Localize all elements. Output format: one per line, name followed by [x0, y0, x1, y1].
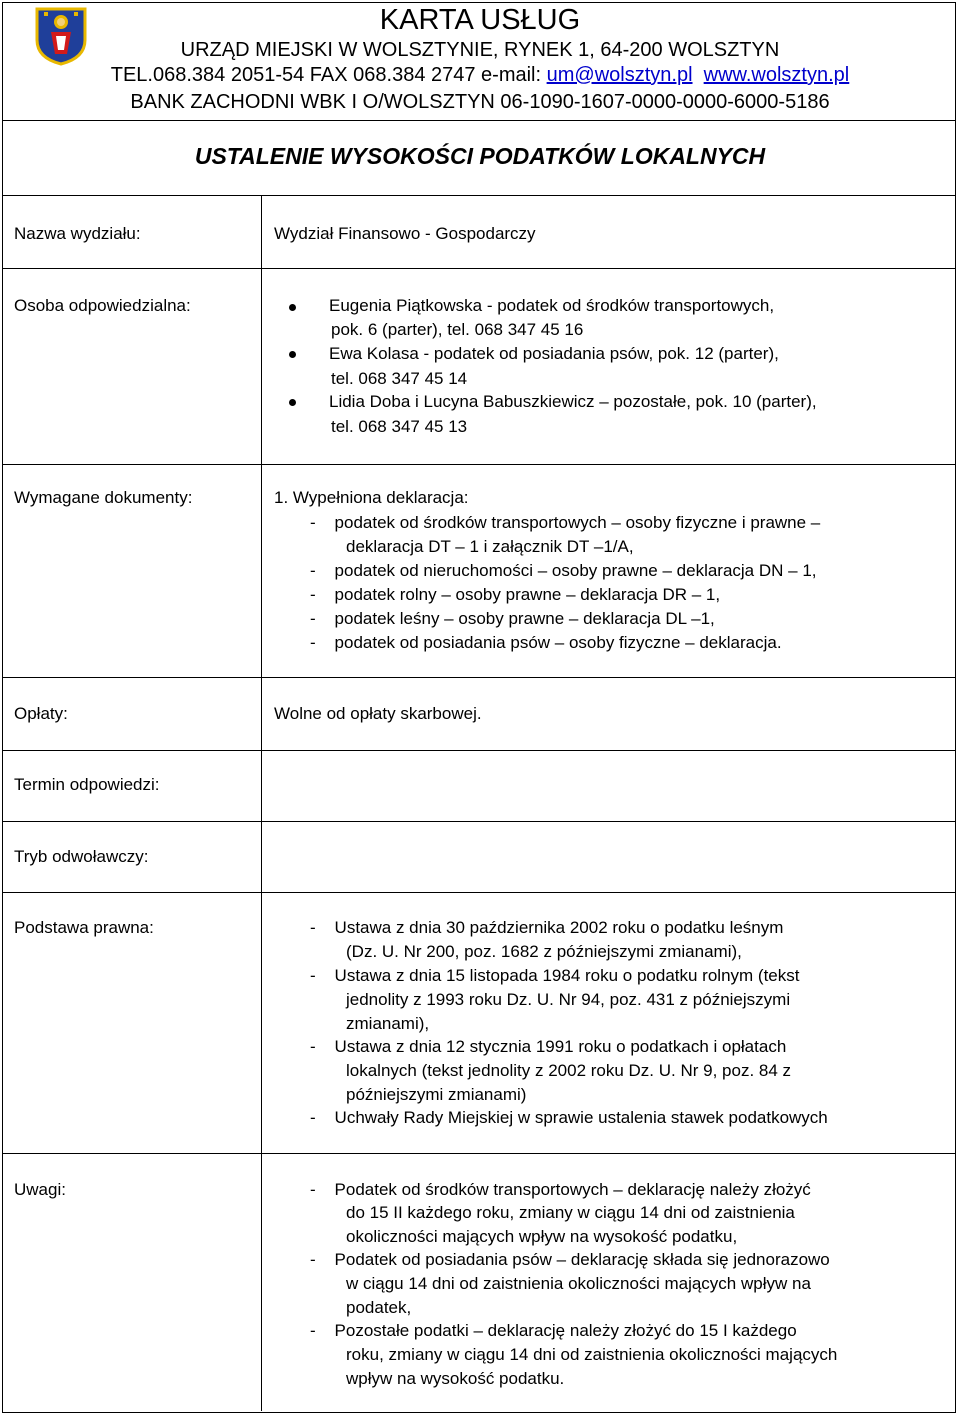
responsible-line: Eugenia Piątkowska - podatek od środków transportowych, [329, 296, 775, 315]
divider [2, 268, 956, 269]
fees-value: Wolne od opłaty skarbowej. [274, 704, 482, 723]
page-title: KARTA USŁUG [379, 4, 581, 36]
office-address: URZĄD MIEJSKI W WOLSZTYNIE, RYNEK 1, 64-200 WOLSZTYN [180, 39, 780, 61]
legal-basis-label: Podstawa prawna: [14, 918, 154, 937]
divider [2, 677, 956, 678]
divider [2, 195, 956, 196]
bank-account: BANK ZACHODNI WBK I O/WOLSZTYN 06-1090-1607-0000-0000-6000-5186 [130, 91, 830, 113]
documents-label: Wymagane dokumenty: [14, 488, 193, 507]
legal-basis-line: - Ustawa z dnia 15 listopada 1984 roku o podatku rolnym (tekst [310, 966, 800, 985]
column-divider [261, 678, 262, 750]
responsible-line: pok. 6 (parter), tel. 068 347 45 16 [331, 320, 584, 339]
section-title: USTALENIE WYSOKOŚCI PODATKÓW LOKALNYCH [194, 143, 766, 169]
fees-label: Opłaty: [14, 704, 68, 723]
divider [2, 821, 956, 822]
documents-line: deklaracja DT – 1 i załącznik DT –1/A, [346, 537, 634, 556]
notes-line: - Podatek od posiadania psów – deklarację składa się jednorazowo [310, 1250, 830, 1269]
notes-line: - Podatek od środków transportowych – deklarację należy złożyć [310, 1180, 811, 1199]
responsible-line: Ewa Kolasa - podatek od posiadania psów, pok. 12 (parter), [329, 344, 779, 363]
divider [2, 464, 956, 465]
column-divider [261, 465, 262, 677]
contact-line [0, 64, 960, 87]
legal-basis-line: jednolity z 1993 roku Dz. U. Nr 94, poz. 431 z późniejszymi [346, 990, 791, 1009]
divider [2, 892, 956, 893]
notes-line: okoliczności mających wpływ na wysokość podatku, [346, 1227, 738, 1246]
notes-line: roku, zmiany w ciągu 14 dni od zaistnienia okoliczności mających [346, 1345, 838, 1364]
notes-line: w ciągu 14 dni od zaistnienia okoliczności mających wpływ na [346, 1274, 811, 1293]
legal-basis-line: - Ustawa z dnia 12 stycznia 1991 roku o podatkach i opłatach [310, 1037, 787, 1056]
column-divider [261, 1154, 262, 1411]
documents-line: - podatek od nieruchomości – osoby prawne – deklaracja DN – 1, [310, 561, 817, 580]
column-divider [261, 751, 262, 821]
department-label: Nazwa wydziału: [14, 224, 141, 243]
legal-basis-line: - Uchwały Rady Miejskiej w sprawie ustalenia stawek podatkowych [310, 1108, 828, 1127]
legal-basis-line: lokalnych (tekst jednolity z 2002 roku Dz. U. Nr 9, poz. 84 z [346, 1061, 792, 1080]
bullet-icon [289, 304, 296, 311]
legal-basis-line: (Dz. U. Nr 200, poz. 1682 z późniejszymi zmianami), [346, 942, 742, 961]
responsible-line: Lidia Doba i Lucyna Babuszkiewicz – pozostałe, pok. 10 (parter), [329, 392, 817, 411]
legal-basis-line: - Ustawa z dnia 30 października 2002 roku o podatku leśnym [310, 918, 784, 937]
notes-label: Uwagi: [14, 1180, 66, 1199]
responsible-line: tel. 068 347 45 13 [331, 417, 468, 436]
legal-basis-line: zmianami), [346, 1014, 430, 1033]
documents-line: - podatek leśny – osoby prawne – deklaracja DL –1, [310, 609, 715, 628]
response-time-label: Termin odpowiedzi: [14, 775, 160, 794]
appeal-label: Tryb odwoławczy: [14, 847, 149, 866]
documents-line: - podatek od posiadania psów – osoby fizyczne – deklaracja. [310, 633, 782, 652]
notes-line: do 15 II każdego roku, zmiany w ciągu 14 dni od zaistnienia [346, 1203, 795, 1222]
documents-line: - podatek rolny – osoby prawne – deklaracja DR – 1, [310, 585, 721, 604]
documents-line: 1. Wypełniona deklaracja: [274, 488, 469, 507]
divider [2, 750, 956, 751]
legal-basis-line: późniejszymi zmianami) [346, 1085, 527, 1104]
divider [2, 120, 956, 121]
column-divider [261, 196, 262, 268]
notes-line: wpływ na wysokość podatku. [346, 1369, 565, 1388]
department-value: Wydział Finansowo - Gospodarczy [274, 224, 536, 243]
bullet-icon [289, 351, 296, 358]
notes-line: podatek, [346, 1298, 412, 1317]
divider [2, 1153, 956, 1154]
responsible-line: tel. 068 347 45 14 [331, 369, 468, 388]
column-divider [261, 822, 262, 892]
column-divider [261, 269, 262, 464]
website-link[interactable]: www.wolsztyn.pl [703, 64, 850, 86]
bullet-icon [289, 399, 296, 406]
responsible-label: Osoba odpowiedzialna: [14, 296, 191, 315]
email-link[interactable]: um@wolsztyn.pl [546, 64, 693, 86]
contact-text: TEL.068.384 2051-54 FAX 068.384 2747 e-mail: [110, 64, 547, 86]
column-divider [261, 893, 262, 1153]
notes-line: - Pozostałe podatki – deklarację należy złożyć do 15 I każdego [310, 1321, 797, 1340]
documents-line: - podatek od środków transportowych – osoby fizyczne i prawne – [310, 513, 821, 532]
